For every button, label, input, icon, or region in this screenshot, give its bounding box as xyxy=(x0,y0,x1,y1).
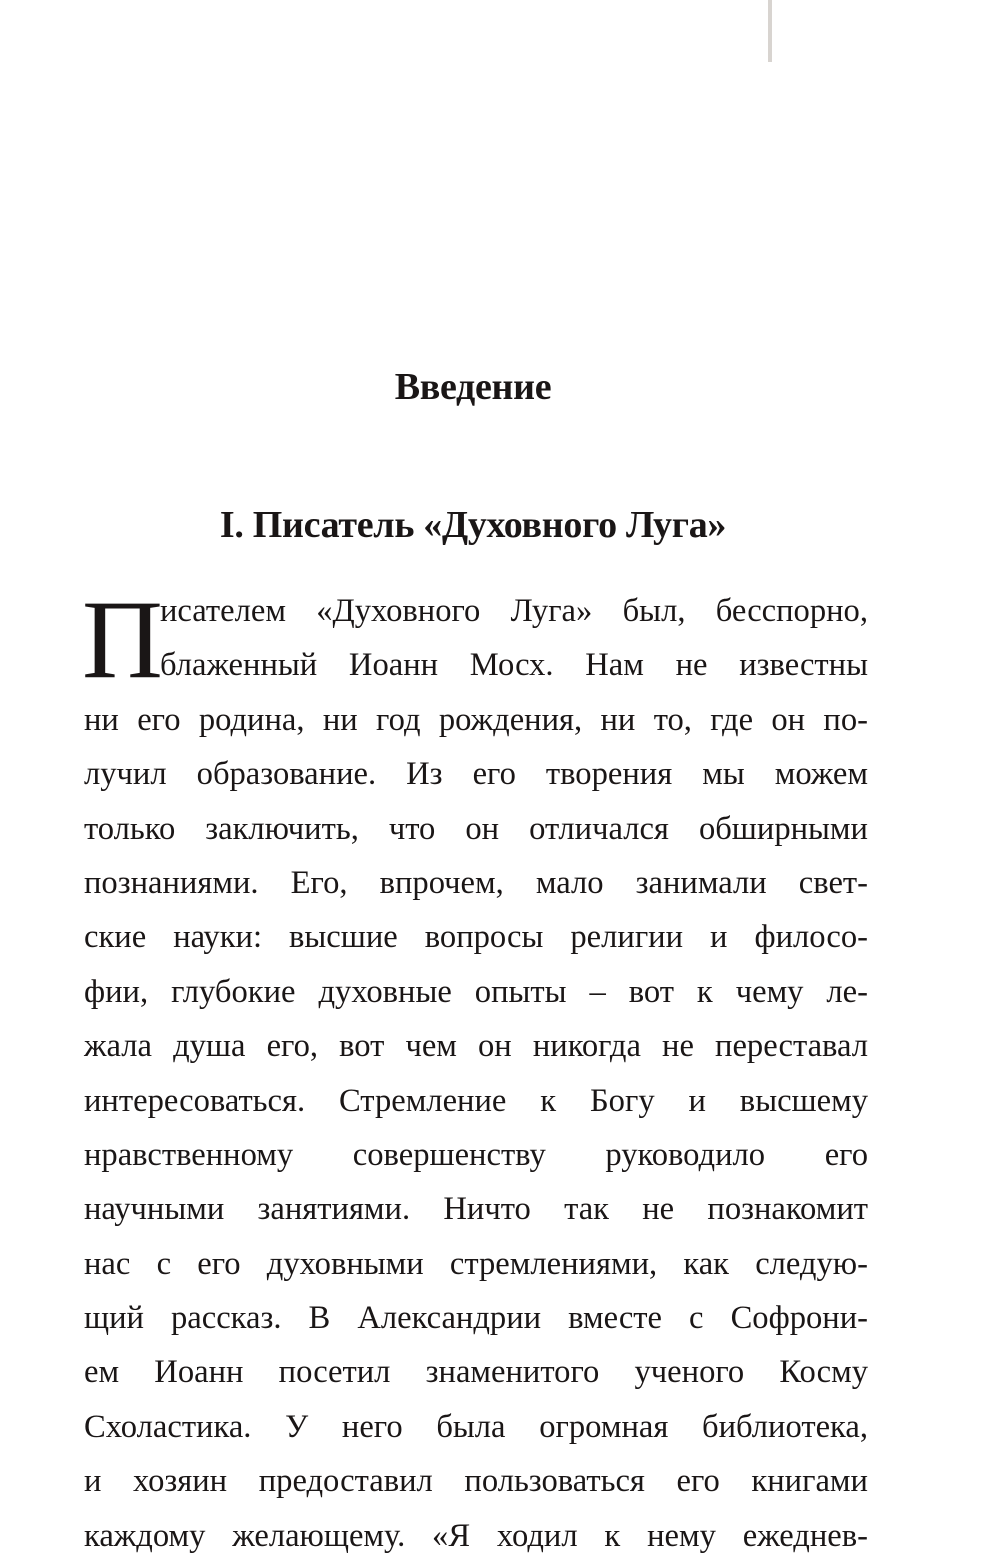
page-edge-mark xyxy=(768,0,772,62)
text-line: фии, глубокие духовные опыты – вот к чему ле- xyxy=(84,973,868,1010)
text-line: только заключить, что он отличался обширными xyxy=(84,810,868,847)
text-line: каждому желающему. «Я ходил к нему ежеднев- xyxy=(84,1517,868,1554)
text-line: лучил образование. Из его творения мы можем xyxy=(84,756,868,793)
text-line: исателем «Духовного Луга» был, бесспорно, xyxy=(160,593,868,629)
text-line: интересоваться. Стремление к Богу и высшему xyxy=(84,1082,868,1119)
text-line: нравственному совершенству руководило его xyxy=(84,1136,868,1173)
text-line: блаженный Иоанн Мосх. Нам не известны xyxy=(160,647,868,684)
text-line: щий рассказ. В Александрии вместе с Софрони- xyxy=(84,1300,868,1337)
text-line: и хозяин предоставил пользоваться его книгами xyxy=(84,1463,868,1500)
text-line: жала душа его, вот чем он никогда не переставал xyxy=(84,1028,868,1065)
text-line: научными занятиями. Ничто так не познакомит xyxy=(84,1191,868,1228)
text-line: познаниями. Его, впрочем, мало занимали свет- xyxy=(84,864,868,901)
text-line: ем Иоанн посетил знаменитого ученого Косму xyxy=(84,1354,868,1391)
section-title: I. Писатель «Духовного Луга» xyxy=(219,504,727,546)
chapter-title: Введение xyxy=(394,366,552,408)
text-line: ни его родина, ни год рождения, ни то, где он по- xyxy=(84,701,868,738)
text-line: Схоластика. У него была огромная библиотека, xyxy=(84,1408,868,1445)
drop-cap: П xyxy=(82,578,163,702)
text-line: нас с его духовными стремлениями, как следую- xyxy=(84,1245,868,1282)
body-text xyxy=(82,578,868,1563)
text-line: ские науки: высшие вопросы религии и филосо- xyxy=(84,919,868,956)
